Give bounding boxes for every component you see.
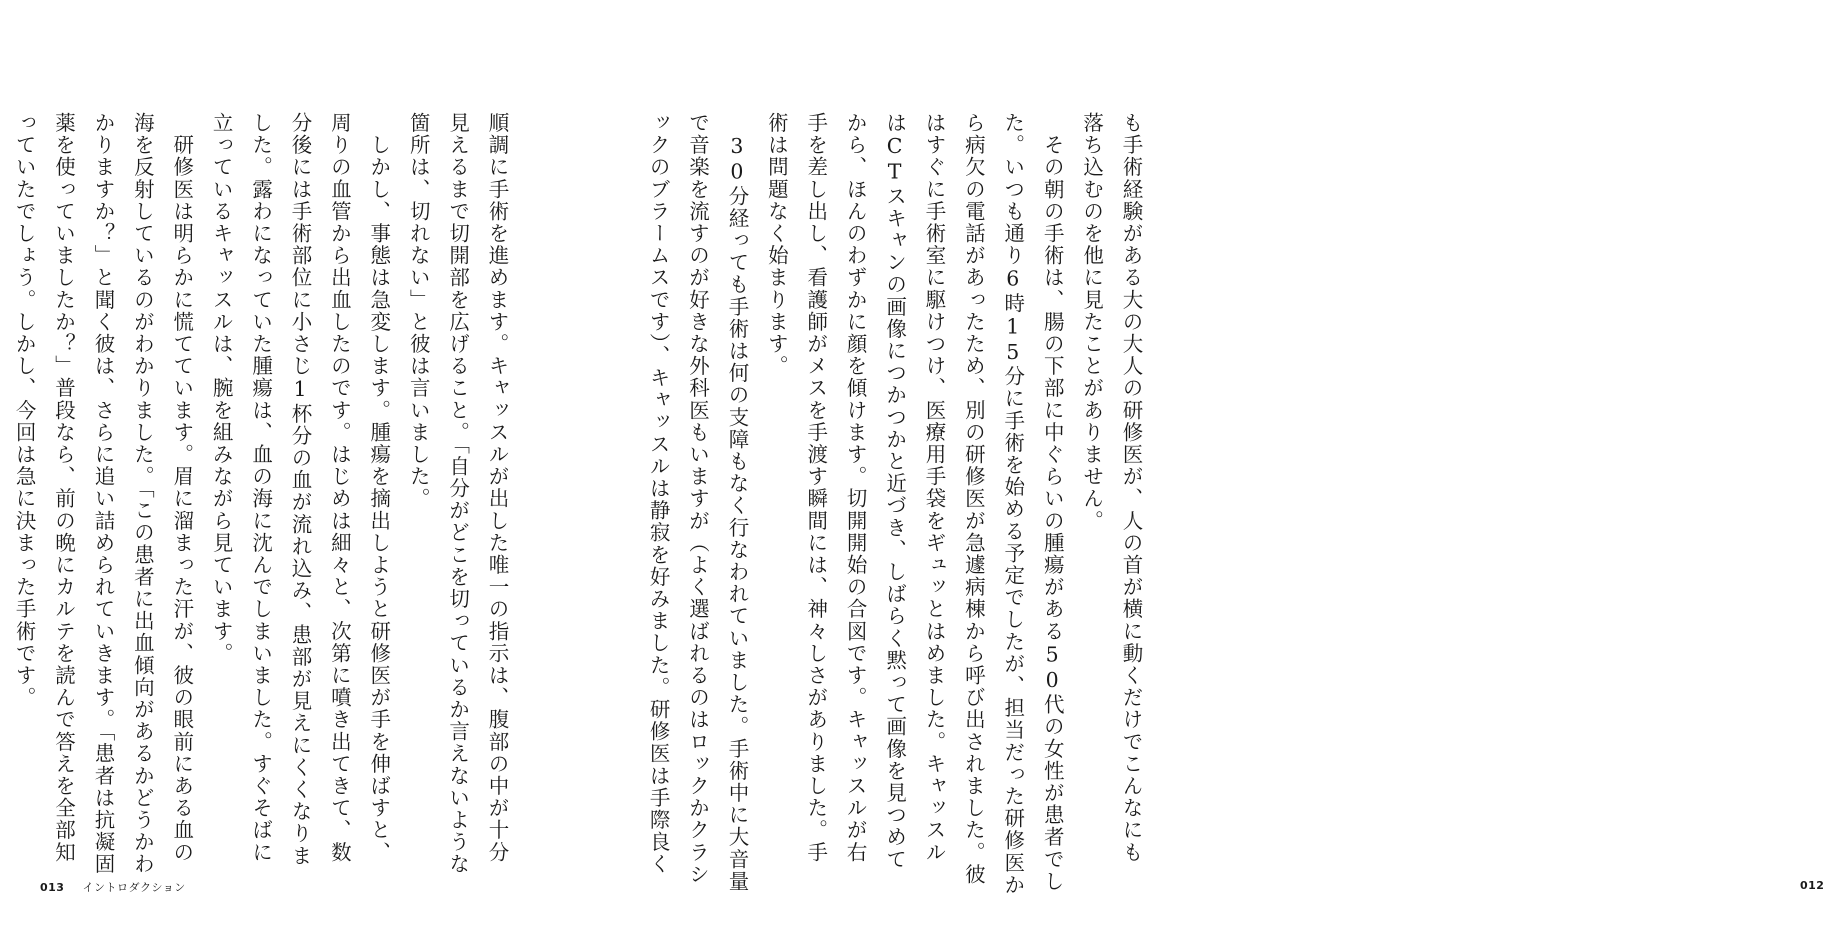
page-number: 012 xyxy=(1800,879,1824,892)
text-line: 周りの血管から出血したのです。はじめは細々と、次第に噴き出てきて、数 xyxy=(327,112,352,864)
text-line: も手術経験がある大の大人の研修医が、人の首が横に動くだけでこんなにも xyxy=(1119,112,1143,864)
running-head: イントロダクション xyxy=(82,881,186,894)
text-line: 分後には手術部位に小さじ1杯分の血が流れ込み、患部が見えにくくなりま xyxy=(287,112,312,867)
text-line: 30分経っても手術は何の支障もなく行なわれていました。手術中に大音量 xyxy=(724,112,749,893)
text-line: した。露わになっていた腫瘍は、血の海に沈んでしまいました。すぐそばに xyxy=(248,112,273,864)
text-line: ら病欠の電話があったため、別の研修医が急遽病棟から呼び出されました。彼 xyxy=(961,112,986,886)
text-line: 術は問題なく始まります。 xyxy=(764,112,789,378)
text-line: しかし、事態は急変します。腫瘍を摘出しようと研修医が手を伸ばすと、 xyxy=(366,112,391,864)
text-line: はすぐに手術室に駆けつけ、医療用手袋をギュッとはめました。キャッスル xyxy=(921,112,946,864)
body-text xyxy=(12,112,516,876)
text-line: 順調に手術を進めます。キャッスルが出した唯一の指示は、腹部の中が十分 xyxy=(485,112,509,864)
page-footer xyxy=(40,879,186,895)
text-line: た。いつも通り6時15分に手術を始める予定でしたが、担当だった研修医か xyxy=(1000,112,1025,896)
text-line: っていたでしょう。しかし、今回は急に決まった手術です。 xyxy=(12,112,37,709)
text-line: その朝の手術は、腸の下部に中ぐらいの腫瘍がある50代の女性が患者でし xyxy=(1040,112,1065,893)
page-footer xyxy=(1800,879,1824,892)
text-line: 箇所は、切れない」と彼は言いました。 xyxy=(406,112,431,510)
text-line: 落ち込むのを他に見たことがありません。 xyxy=(1079,112,1104,532)
text-line: から、ほんのわずかに顔を傾けます。切開開始の合図です。キャッスルが右 xyxy=(843,112,868,864)
text-line: 薬を使っていましたか？」普段なら、前の晩にカルテを読んで答えを全部知 xyxy=(51,112,76,864)
text-line: 立っているキャッスルは、腕を組みながら見ています。 xyxy=(209,112,234,665)
text-line: 海を反射しているのがわかりました。「この患者に出血傾向があるかどうかわ xyxy=(130,112,155,876)
right-page xyxy=(620,0,1824,925)
body-text xyxy=(646,112,1150,896)
text-line: で音楽を流すのが好きな外科医もいますが（よく選ばれるのはロックかクラシ xyxy=(685,112,710,886)
text-line: かりますか？」と聞く彼は、さらに追い詰められていきます。「患者は抗凝固 xyxy=(90,112,115,876)
text-line: はCTスキャンの画像につかつかと近づき、しばらく黙って画像を見つめて xyxy=(882,112,907,871)
page-number: 013 xyxy=(40,881,65,894)
text-line: ックのブラームスです）、キャッスルは静寂を好みました。研修医は手際良く xyxy=(646,112,671,876)
text-line: 見えるまで切開部を広げること。「自分がどこを切っているか言えないような xyxy=(445,112,470,876)
text-line: 手を差し出し、看護師がメスを手渡す瞬間には、神々しさがありました。手 xyxy=(803,112,828,864)
text-line: 研修医は明らかに慌てています。眉に溜まった汗が、彼の眼前にある血の xyxy=(169,112,194,864)
left-page xyxy=(0,0,620,925)
